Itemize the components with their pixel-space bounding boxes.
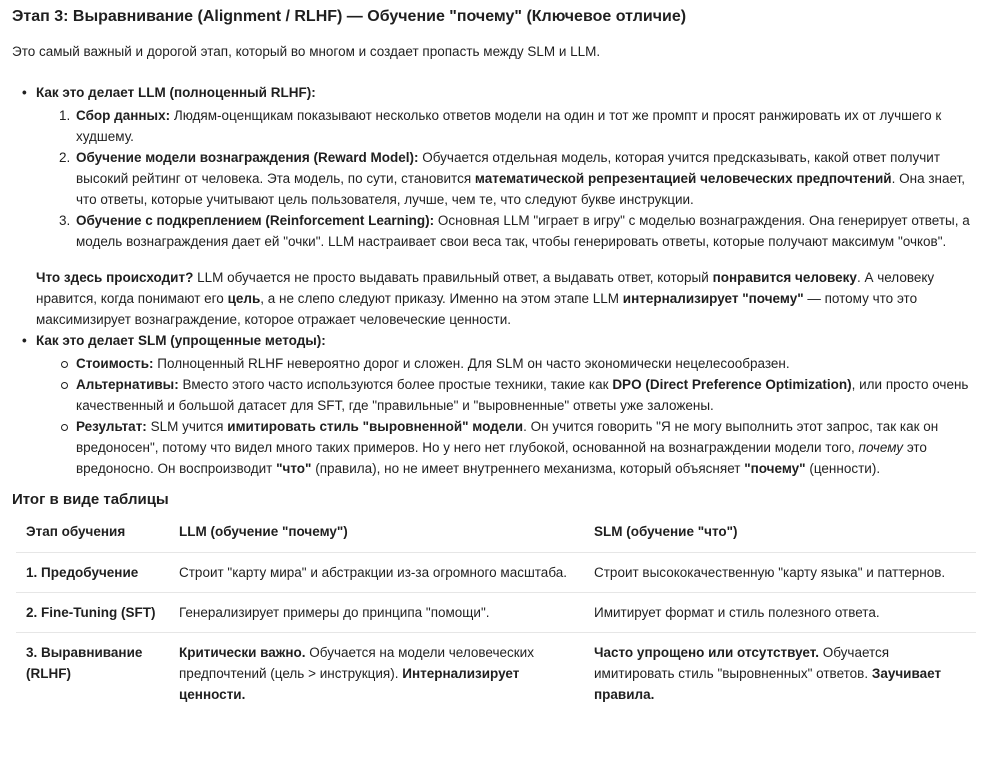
- slm-point-cost: [60, 353, 981, 374]
- llm-note-bold: понравится человеку: [712, 270, 857, 285]
- llm-step-title: Обучение с подкреплением (Reinforcement Learning):: [76, 213, 435, 228]
- slm-point-bold: "что": [276, 461, 312, 476]
- cell-llm: [169, 633, 584, 715]
- slm-point-bold: имитировать стиль "выровненной" модели: [227, 419, 524, 434]
- llm-note-text: . А человеку нравится, когда понимают его: [36, 270, 935, 306]
- approach-list: [12, 82, 981, 479]
- cell-llm: Строит "карту мира" и абстракции из-за огромного масштаба.: [169, 553, 584, 593]
- slm-point-text: Полноценный RLHF невероятно дорог и сложен. Для SLM он часто экономически нецелесообразен.: [157, 356, 790, 371]
- cell-bold: Часто упрощено или отсутствует.: [594, 645, 819, 660]
- cell-bold: Критически важно.: [179, 645, 306, 660]
- cell-text: Обучается на модели человеческих предпочтений (цель > инструкция).: [179, 645, 534, 681]
- cell-bold: Интернализирует ценности.: [179, 666, 520, 702]
- slm-point-result: [60, 416, 981, 479]
- llm-note-bold: интернализирует "почему": [622, 291, 804, 306]
- llm-step-title: Обучение модели вознаграждения (Reward Model):: [76, 150, 419, 165]
- llm-steps-list: [36, 105, 981, 252]
- slm-point-text: . Он учится говорить "Я не могу выполнить этот запрос, так как он вредоносен", потому что видел много таких примеров. Но у него нет глубокой, основанной на вознаграждении модели того,: [76, 419, 939, 455]
- column-header-stage: Этап обучения: [26, 524, 126, 539]
- slm-point-text: SLM учится: [150, 419, 224, 434]
- llm-approach: [20, 82, 981, 330]
- column-header-llm: LLM (обучение "почему"): [179, 524, 348, 539]
- cell-text: Обучается имитировать стиль "выровненных" ответов.: [594, 645, 890, 681]
- summary-table: [16, 516, 976, 714]
- table-row: [16, 593, 976, 633]
- llm-step-reward-model: [74, 147, 981, 210]
- table-row: [16, 553, 976, 593]
- cell-stage: 2. Fine-Tuning (SFT): [16, 593, 169, 633]
- llm-step-text: Обучается отдельная модель, которая учится предсказывать, какой ответ получит высокий рейтинг от человека. Эта модель, по сути, становится: [76, 150, 941, 186]
- llm-note-bold: цель: [227, 291, 261, 306]
- cell-llm: Генерализирует примеры до принципа "помощи".: [169, 593, 584, 633]
- llm-step-title: Сбор данных:: [76, 108, 171, 123]
- llm-note-text: , а не слепо следуют приказу. Именно на этом этапе LLM: [260, 291, 620, 306]
- llm-note: [36, 267, 981, 330]
- cell-slm: [584, 633, 976, 715]
- section-title: Этап 3: Выравнивание (Alignment / RLHF) — Обучение "почему" (Ключевое отличие): [12, 8, 687, 25]
- table-row: [16, 633, 976, 715]
- llm-step-text: . Она знает, что ответы, которые учитывают цель пользователя, лучше, чем те, что следуют букве инструкции.: [76, 171, 965, 207]
- slm-point-text: Вместо этого часто используются более простые техники, такие как: [182, 377, 609, 392]
- column-header-slm: SLM (обучение "что"): [594, 524, 738, 539]
- llm-step-bold-text: математической репрезентацией человеческих предпочтений: [474, 171, 892, 186]
- cell-stage: 1. Предобучение: [16, 553, 169, 593]
- cell-slm: Имитирует формат и стиль полезного ответа.: [584, 593, 976, 633]
- cell-stage: 3. Выравнивание (RLHF): [16, 633, 169, 715]
- llm-note-text: LLM обучается не просто выдавать правильный ответ, а выдавать ответ, который: [197, 270, 709, 285]
- llm-step-text: Основная LLM "играет в игру" с моделью вознаграждения. Она генерирует ответы, а модель вознаграждения дает ей "очки". LLM настраивает свои веса так, чтобы генерировать ответы, которые получают максимум "очков".: [76, 213, 970, 249]
- cell-slm: Строит высококачественную "карту языка" и паттернов.: [584, 553, 976, 593]
- slm-point-bold: "почему": [744, 461, 806, 476]
- slm-point-bold: DPO (Direct Preference Optimization): [612, 377, 852, 392]
- summary-table-title: Итог в виде таблицы: [12, 491, 169, 508]
- slm-points-list: [36, 353, 981, 479]
- slm-point-text: (ценности).: [809, 461, 881, 476]
- llm-step-reinforcement-learning: [74, 210, 981, 252]
- slm-point-title: Альтернативы:: [76, 377, 179, 392]
- table-header-row: [16, 516, 976, 553]
- slm-point-title: Стоимость:: [76, 356, 154, 371]
- slm-point-text: это вредоносно. Он воспроизводит: [76, 440, 927, 476]
- cell-bold: Заучивает правила.: [594, 666, 942, 702]
- slm-point-text: (правила), но не имеет внутреннего механизма, который объясняет: [315, 461, 741, 476]
- slm-point-text: , или просто очень качественный и большой датасет для SFT, где "правильные" и "выровненные" ответы уже заложены.: [76, 377, 969, 413]
- slm-approach-heading: Как это делает SLM (упрощенные методы):: [36, 333, 326, 348]
- slm-point-italic: почему: [858, 440, 904, 455]
- llm-approach-heading: Как это делает LLM (полноценный RLHF):: [36, 85, 316, 100]
- llm-step-text: Людям-оценщикам показывают несколько ответов модели на один и тот же промпт и просят ранжировать их от лучшего к худшему.: [76, 108, 942, 144]
- slm-approach: [20, 330, 981, 479]
- slm-point-alternatives: [60, 374, 981, 416]
- slm-point-title: Результат:: [76, 419, 147, 434]
- llm-note-text: — потому что это максимизирует вознаграждение, которое отражает человеческие ценности.: [36, 291, 918, 327]
- section-intro: Это самый важный и дорогой этап, который во многом и создает пропасть между SLM и LLM.: [12, 44, 601, 59]
- llm-step-data-collection: [74, 105, 981, 147]
- llm-note-lead: Что здесь происходит?: [36, 270, 194, 285]
